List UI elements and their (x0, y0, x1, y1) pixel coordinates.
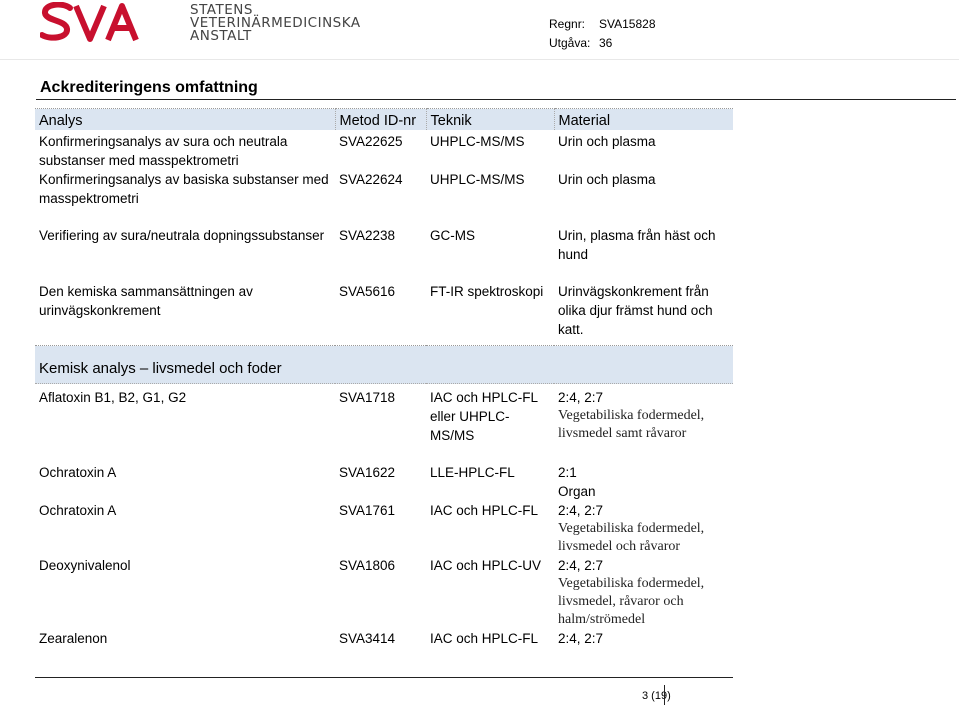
cell-material (554, 556, 733, 629)
page-title: Ackrediteringens omfattning (40, 79, 258, 96)
regnr-value: SVA15828 (599, 17, 656, 31)
material-code: 2:4, 2:7 (558, 390, 604, 405)
header-divider (0, 59, 959, 60)
material-code: 2:4, 2:7 (558, 631, 604, 646)
cell-material: Urinvägskonkrement från olika djur främst hund och katt. (558, 284, 713, 337)
cell-analys: Deoxynivalenol (39, 558, 131, 573)
cell-teknik: UHPLC-MS/MS (430, 134, 525, 149)
cell-material (554, 501, 733, 556)
logo-line-2: VETERINÄRMEDICINSKA (190, 15, 361, 31)
cell-material (554, 445, 733, 501)
cell-analys: Konfirmeringsanalys av sura och neutrala substanser med masspektrometri (39, 134, 288, 168)
cell-analys: Konfirmeringsanalys av basiska substanser med masspektrometri (39, 172, 329, 206)
cell-analys: Aflatoxin B1, B2, G1, G2 (35, 384, 335, 446)
logo-line-3: ANSTALT (190, 28, 252, 44)
footer-divider (664, 685, 665, 705)
material-code: 2:1 (558, 465, 577, 480)
cell-analys: Den kemiska sammansättningen av urinvägskonkrement (39, 284, 253, 318)
cell-metod: SVA22625 (339, 134, 403, 149)
page-number: 3 (19) (642, 690, 671, 702)
cell-material: Urin och plasma (558, 134, 656, 149)
cell-teknik: IAC och HPLC-FL eller UHPLC-MS/MS (426, 384, 554, 446)
table-row (35, 130, 733, 170)
cell-analys: Zearalenon (39, 631, 108, 646)
sva-logo-mark (40, 2, 150, 44)
cell-material (554, 384, 733, 446)
col-header-metod: Metod ID-nr (335, 109, 426, 131)
material-text: Vegetabiliska fodermedel, livsmedel och råvaror (558, 521, 705, 554)
cell-metod: SVA22624 (339, 172, 403, 187)
col-header-material: Material (554, 109, 733, 131)
cell-analys: Ochratoxin A (39, 465, 117, 480)
cell-metod: SVA3414 (339, 631, 396, 646)
cell-teknik: IAC och HPLC-FL (430, 503, 539, 518)
cell-teknik: UHPLC-MS/MS (430, 172, 525, 187)
material-code: 2:4, 2:7 (558, 558, 604, 573)
cell-teknik: IAC och HPLC-FL (430, 631, 539, 646)
material-text: Vegetabiliska fodermedel, livsmedel, råvaror och halm/strömedel (558, 576, 705, 627)
material-text: Vegetabiliska fodermedel, livsmedel samt råvaror (558, 408, 705, 441)
logo-line-1: STATENS (190, 2, 253, 18)
cell-material: Urin, plasma från häst och hund (558, 228, 716, 262)
table-row (35, 170, 733, 208)
regnr-label: Regnr: (549, 17, 586, 31)
cell-teknik: GC-MS (430, 228, 475, 243)
cell-teknik: FT-IR spektroskopi (430, 284, 544, 299)
col-header-teknik: Teknik (426, 109, 554, 131)
table-row (35, 556, 733, 629)
material-code: 2:4, 2:7 (558, 503, 604, 518)
utgava-value: 36 (599, 36, 613, 50)
table-bottom-rule (35, 677, 733, 678)
cell-metod: SVA2238 (339, 228, 396, 243)
material-text: Organ (558, 484, 596, 499)
table-row (35, 384, 733, 446)
cell-metod: SVA1622 (339, 465, 396, 480)
section-header-row (35, 346, 733, 384)
utgava-label: Utgåva: (549, 36, 591, 50)
cell-analys: Ochratoxin A (39, 503, 117, 518)
cell-teknik: LLE-HPLC-FL (430, 465, 515, 480)
cell-material (554, 629, 733, 648)
table-row (35, 445, 733, 501)
table-row (35, 208, 733, 264)
cell-material: Urin och plasma (558, 172, 656, 187)
title-rule (36, 99, 956, 100)
document-meta (549, 15, 656, 53)
cell-teknik: IAC och HPLC-UV (430, 558, 542, 573)
cell-metod: SVA1761 (339, 503, 396, 518)
logo-wordmark (190, 4, 361, 43)
section-title: Kemisk analys – livsmedel och foder (35, 346, 733, 384)
table-row (35, 501, 733, 556)
table-header-row (35, 109, 733, 131)
cell-metod: SVA1806 (339, 558, 396, 573)
cell-analys: Verifiering av sura/neutrala dopningssubstanser (39, 228, 325, 243)
table-row (35, 264, 733, 346)
cell-metod: SVA5616 (339, 284, 396, 299)
sva-logo (40, 2, 361, 44)
cell-metod: SVA1718 (335, 384, 426, 446)
accreditation-table (35, 108, 733, 648)
col-header-analys: Analys (35, 109, 335, 131)
table-row (35, 629, 733, 648)
